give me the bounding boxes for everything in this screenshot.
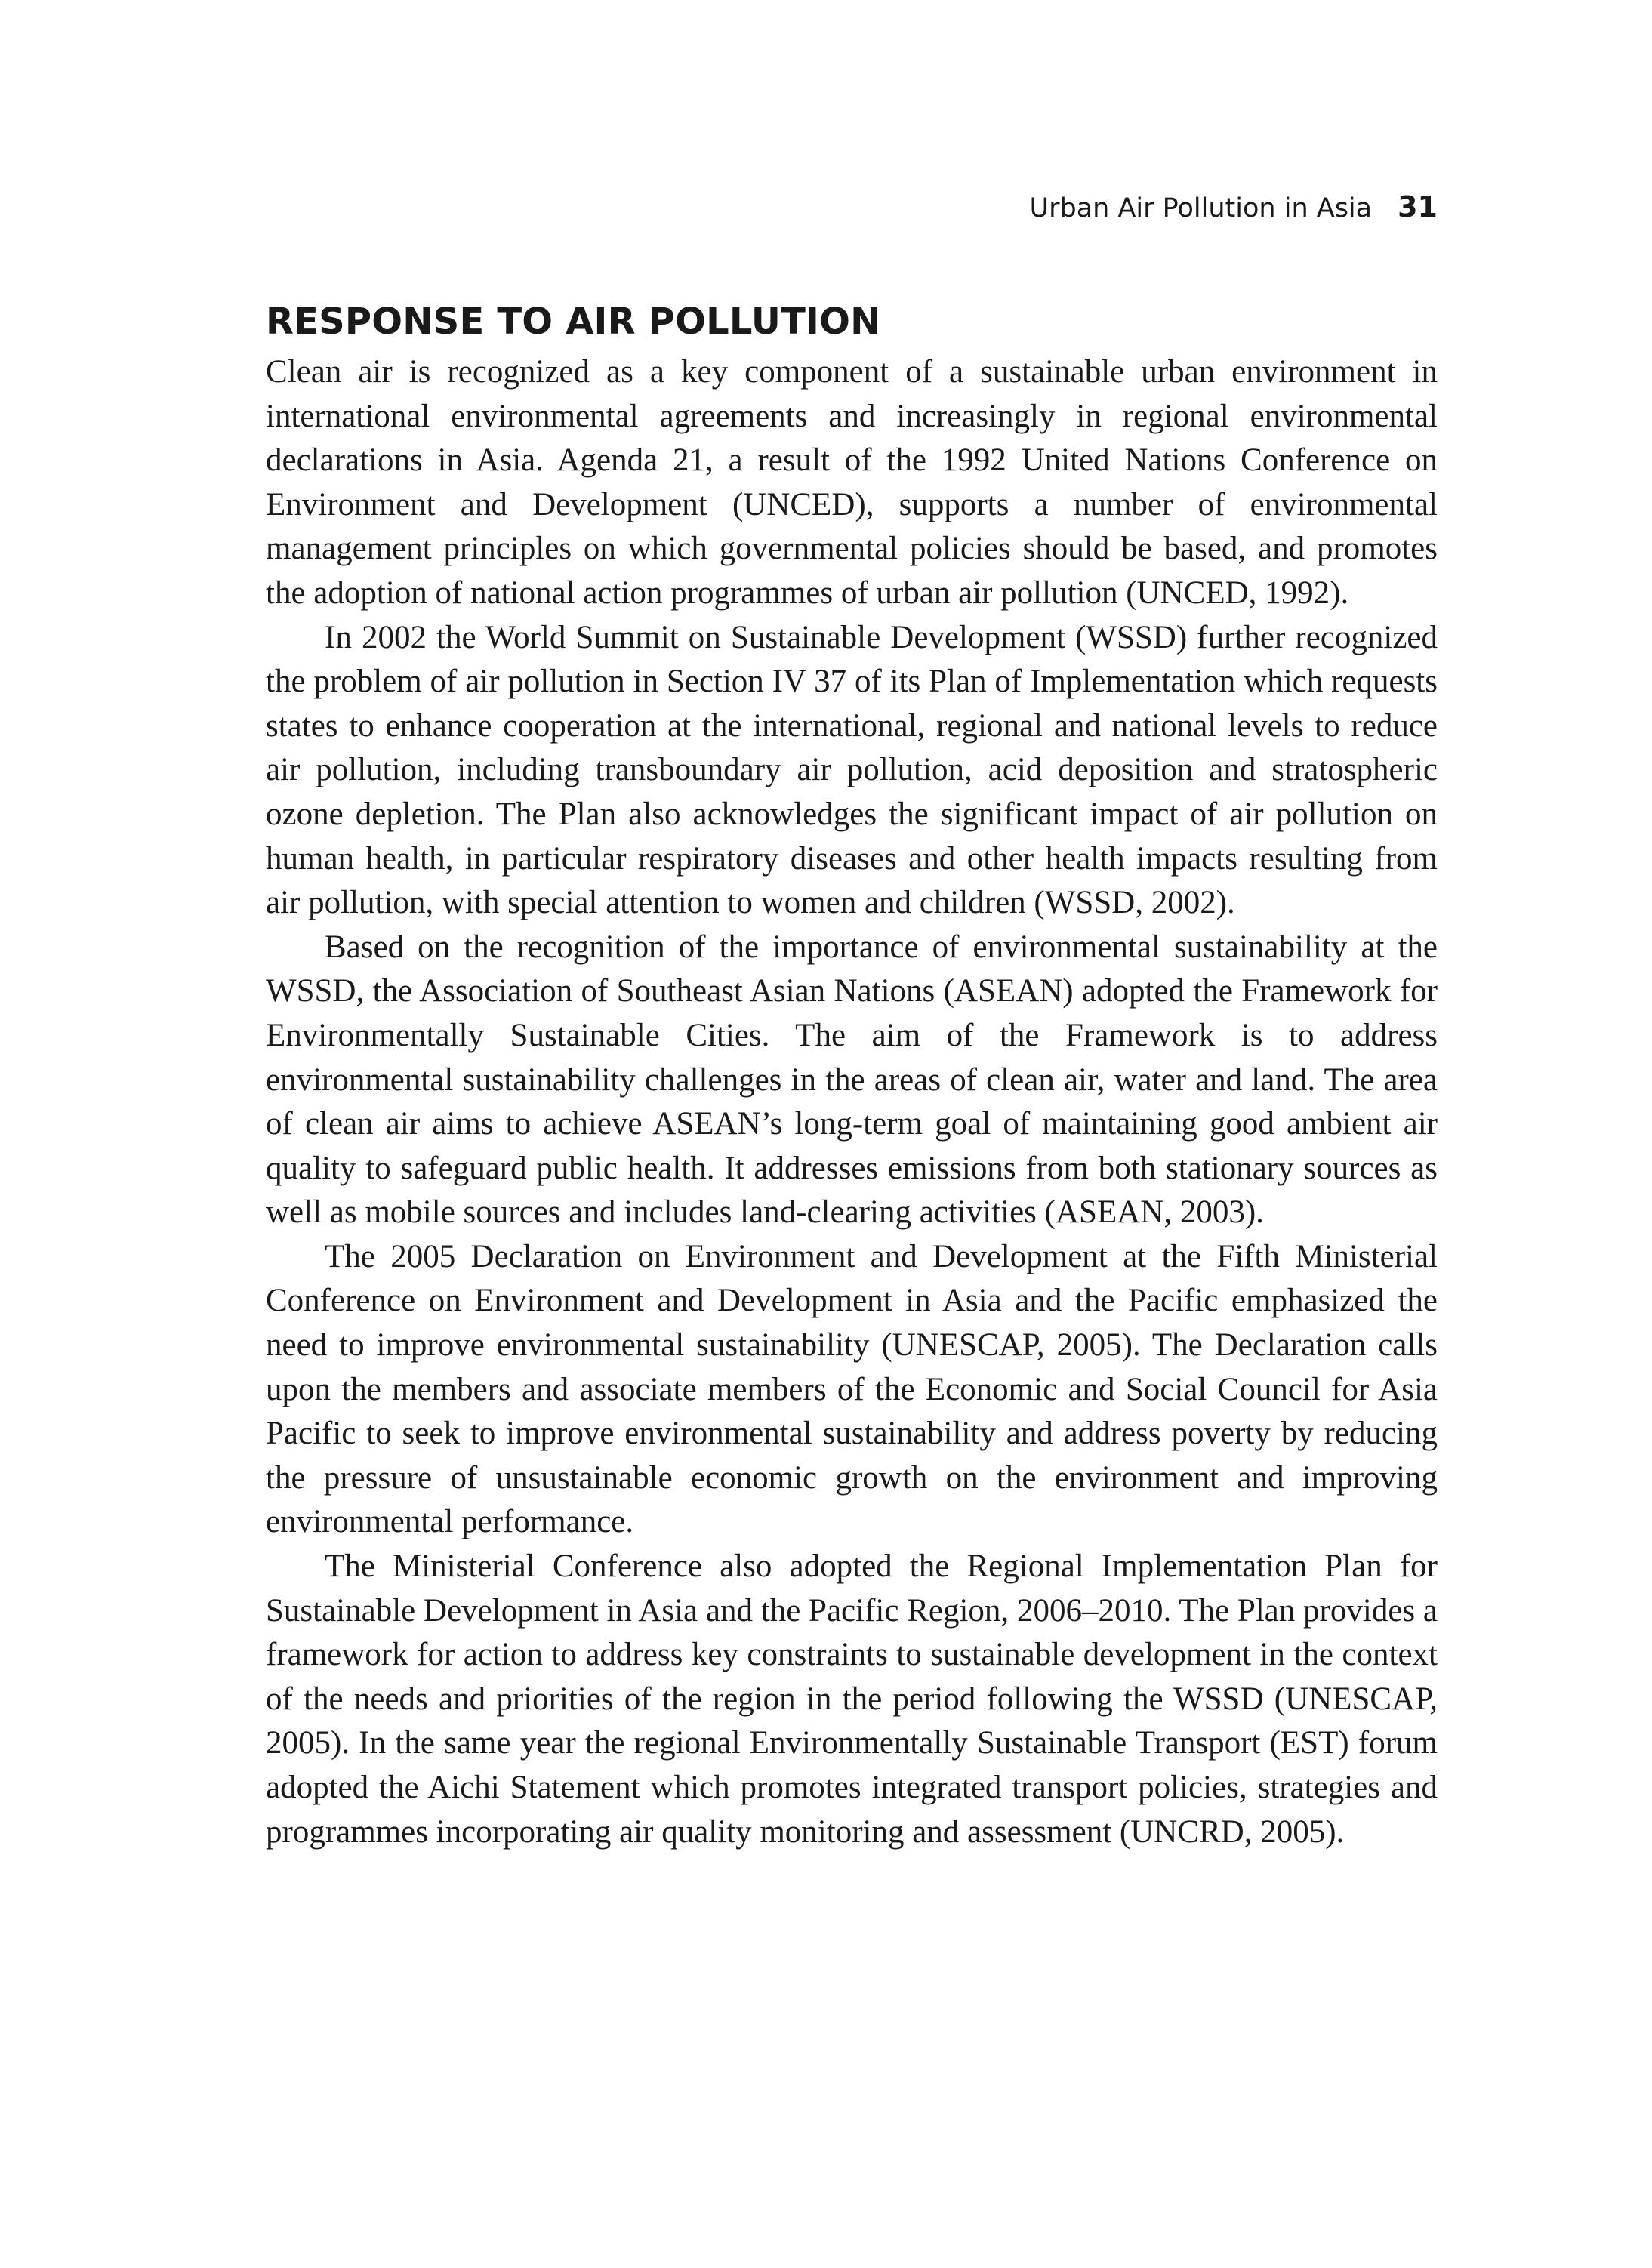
running-header (266, 190, 1438, 225)
running-title: Urban Air Pollution in Asia (1029, 193, 1373, 223)
paragraph-4: The 2005 Declaration on Environment and Development at the Fifth Ministerial Conference on Environment and Development in Asia and the Pacific emphasized the need to improve environmental sustainability (UNESCAP, 2005). The Declaration calls upon the members and associate members of the Economic and Social Council for Asia Pacific to seek to improve environmental sustainability and address poverty by reducing the pressure of unsustainable economic growth on the environment and improving environmental performance. (266, 1238, 1438, 1540)
paragraph-2: In 2002 the World Summit on Sustainable Development (WSSD) further recognized the problem of air pollution in Section IV 37 of its Plan of Implementation which requests states to enhance cooperation at the international, regional and national levels to reduce air pollution, including transboundary air pollution, acid deposition and stratospheric ozone depletion. The Plan also acknowledges the significant impact of air pollution on human health, in particular respiratory diseases and other health impacts resulting from air pollution, with special attention to women and children (WSSD, 2002). (266, 619, 1438, 921)
paragraph-3: Based on the recognition of the importance of environmental sustainability at the WSSD, the Association of Southeast Asian Nations (ASEAN) adopted the Framework for Environmentally Sustainable Cities. The aim of the Framework is to address environmental sustainability challenges in the areas of clean air, water and land. The area of clean air aims to achieve ASEAN’s long-term goal of maintaining good ambient air quality to safeguard public health. It addresses emissions from both stationary sources as well as mobile sources and includes land-clearing activities (ASEAN, 2003). (266, 929, 1438, 1231)
paragraph-1: Clean air is recognized as a key component of a sustainable urban environment in international environmental agreements and increasingly in regional environmental declarations in Asia. Agenda 21, a result of the 1992 United Nations Conference on Environment and Development (UNCED), supports a number of environmental management principles on which governmental policies should be based, and promotes the adoption of national action programmes of urban air pollution (UNCED, 1992). (266, 354, 1438, 611)
paragraph-5: The Ministerial Conference also adopted the Regional Implementation Plan for Sustainable Development in Asia and the Pacific Region, 2006–2010. The Plan provides a framework for action to address key constraints to sustainable development in the context of the needs and priorities of the region in the period following the WSSD (UNESCAP, 2005). In the same year the regional Environmentally Sustainable Transport (EST) forum adopted the Aichi Statement which promotes integrated transport policies, strategies and programmes incorporating air quality monitoring and assessment (UNCRD, 2005). (266, 1548, 1438, 1850)
section-heading: RESPONSE TO AIR POLLUTION (266, 300, 881, 343)
body-text (266, 350, 1438, 1854)
page-number: 31 (1398, 190, 1438, 223)
